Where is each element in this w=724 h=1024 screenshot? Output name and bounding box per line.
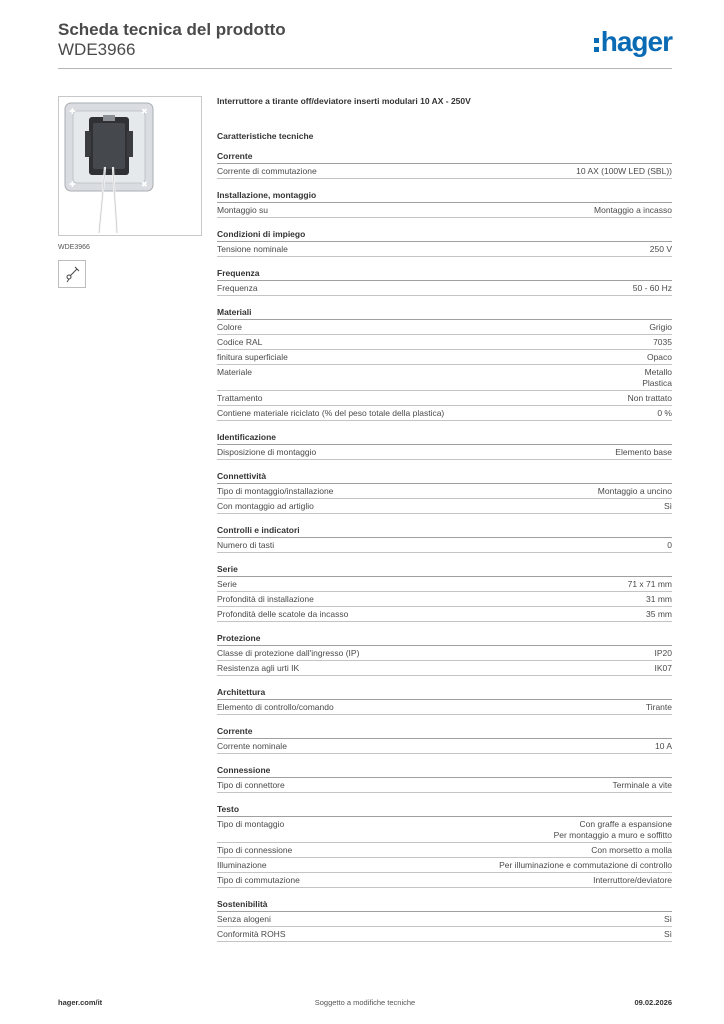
spec-value (633, 283, 672, 294)
spec-section (217, 229, 672, 257)
spec-label: Classe di protezione dall'ingresso (IP) (217, 648, 360, 658)
spec-value-line: Montaggio a uncino (597, 486, 672, 496)
spec-row (217, 592, 672, 607)
spec-value (657, 408, 672, 419)
spec-value-line: Tirante (645, 702, 672, 712)
spec-value-line: Plastica (642, 378, 672, 388)
spec-section (217, 564, 672, 622)
spec-row (217, 661, 672, 676)
spec-value (664, 929, 672, 940)
spec-label: Disposizione di montaggio (217, 447, 317, 457)
spec-section (217, 687, 672, 715)
product-code: WDE3966 (58, 40, 136, 59)
spec-value-line: Sì (663, 501, 672, 511)
spec-value-line: 50 - 60 Hz (632, 283, 672, 293)
spec-row (217, 817, 672, 843)
spec-value (593, 875, 672, 886)
spec-row (217, 607, 672, 622)
spec-label: Tipo di montaggio/installazione (217, 486, 334, 496)
spec-value (653, 337, 672, 348)
spec-row (217, 700, 672, 715)
spec-value (554, 819, 672, 841)
spec-value (628, 393, 672, 404)
spec-value (642, 367, 672, 389)
spec-label: Tipo di commutazione (217, 875, 300, 885)
image-caption: WDE3966 (58, 244, 90, 251)
spec-label: Tensione nominale (217, 244, 288, 254)
spec-label: Elemento di controllo/comando (217, 702, 334, 712)
spec-value-line: Elemento base (615, 447, 672, 457)
spec-value (646, 609, 672, 620)
section-title: Sostenibilità (217, 899, 672, 912)
spec-value (576, 166, 672, 177)
logo-dots-icon (594, 38, 599, 52)
spec-value (655, 648, 673, 659)
section-title: Connettività (217, 471, 672, 484)
footer-date: 09.02.2026 (634, 998, 672, 1007)
spec-value (664, 501, 672, 512)
spec-row (217, 843, 672, 858)
spec-section (217, 432, 672, 460)
spec-value-line: Metallo (644, 367, 672, 377)
section-title: Controlli e indicatori (217, 525, 672, 538)
tech-heading: Caratteristiche tecniche (217, 131, 314, 141)
section-title: Installazione, montaggio (217, 190, 672, 203)
spec-value (594, 205, 672, 216)
spec-value (650, 244, 672, 255)
spec-section (217, 804, 672, 888)
section-title: Serie (217, 564, 672, 577)
section-title: Materiali (217, 307, 672, 320)
svg-text:✖: ✖ (141, 107, 148, 116)
section-title: Connessione (217, 765, 672, 778)
spec-row (217, 873, 672, 888)
spec-value-line: Per montaggio a muro e soffitto (553, 830, 672, 840)
section-title: Corrente (217, 726, 672, 739)
spec-section (217, 525, 672, 553)
spec-value-line: IK07 (654, 663, 672, 673)
spec-value (649, 322, 672, 333)
spec-value-line: Con graffe a espansione (579, 819, 672, 829)
spec-value-line: Grigio (649, 322, 672, 332)
spec-row (217, 927, 672, 942)
spec-row (217, 164, 672, 179)
spec-row (217, 365, 672, 391)
spec-label: Contiene materiale riciclato (% del peso totale della plastica) (217, 408, 445, 418)
product-image-column (58, 96, 202, 288)
spec-value-line: 0 % (657, 408, 672, 418)
spec-value (646, 702, 672, 713)
spec-row (217, 320, 672, 335)
spec-row (217, 577, 672, 592)
svg-text:✚: ✚ (69, 180, 76, 189)
spec-row (217, 391, 672, 406)
spec-row (217, 445, 672, 460)
spec-section (217, 633, 672, 676)
spec-value-line: Sì (663, 929, 672, 939)
spec-label: Montaggio su (217, 205, 269, 215)
spec-value-line: 31 mm (646, 594, 672, 604)
spec-section (217, 268, 672, 296)
spec-section (217, 471, 672, 514)
spec-row (217, 335, 672, 350)
spec-value-line: 250 V (649, 244, 672, 254)
logo-text: hager (600, 26, 672, 57)
spec-row (217, 739, 672, 754)
spec-label: finitura superficiale (217, 352, 288, 362)
spec-label: Codice RAL (217, 337, 263, 347)
spec-label: Profondità delle scatole da incasso (217, 609, 349, 619)
spec-row (217, 858, 672, 873)
spec-value-line: Interruttore/deviatore (593, 875, 672, 885)
spec-row (217, 778, 672, 793)
section-title: Corrente (217, 151, 672, 164)
product-title: Interruttore a tirante off/deviatore inserti modulari 10 AX - 250V (217, 96, 471, 106)
spec-row (217, 499, 672, 514)
spec-value (667, 540, 672, 551)
spec-section (217, 190, 672, 218)
spec-value-line: Sì (663, 914, 672, 924)
switch-insert-illustration (59, 97, 201, 235)
spec-label: Serie (217, 579, 237, 589)
svg-text:✚: ✚ (69, 107, 76, 116)
pull-switch-symbol-icon (58, 260, 86, 288)
spec-row (217, 538, 672, 553)
section-title: Frequenza (217, 268, 672, 281)
spec-value-line: Montaggio a incasso (594, 205, 672, 215)
spec-value-line: IP20 (654, 648, 672, 658)
footer-note: Soggetto a modifiche tecniche (314, 998, 416, 1007)
section-title: Testo (217, 804, 672, 817)
spec-label: Resistenza agli urti IK (217, 663, 300, 673)
section-title: Identificazione (217, 432, 672, 445)
spec-row (217, 350, 672, 365)
spec-value-line: 71 x 71 mm (627, 579, 672, 589)
svg-text:✖: ✖ (141, 180, 148, 189)
spec-label: Con montaggio ad artiglio (217, 501, 314, 511)
spec-label: Frequenza (217, 283, 258, 293)
spec-label: Tipo di montaggio (217, 819, 285, 829)
spec-value (615, 447, 672, 458)
spec-value-line: Terminale a vite (612, 780, 672, 790)
spec-value (655, 663, 673, 674)
spec-label: Corrente nominale (217, 741, 287, 751)
spec-label: Tipo di connessione (217, 845, 293, 855)
spec-value-line: 7035 (653, 337, 672, 347)
spec-row (217, 203, 672, 218)
spec-row (217, 912, 672, 927)
header-divider (58, 68, 672, 69)
spec-value (612, 780, 672, 791)
spec-section (217, 151, 672, 179)
page-header (58, 20, 672, 70)
spec-label: Profondità di installazione (217, 594, 314, 604)
section-title: Architettura (217, 687, 672, 700)
spec-section (217, 307, 672, 421)
spec-value-line: 0 (667, 540, 672, 550)
spec-section (217, 899, 672, 942)
spec-value (598, 486, 672, 497)
spec-value (647, 352, 672, 363)
spec-value (591, 845, 672, 856)
spec-row (217, 406, 672, 421)
spec-label: Illuminazione (217, 860, 267, 870)
spec-value (628, 579, 672, 590)
spec-value-line: Opaco (646, 352, 672, 362)
spec-value (499, 860, 672, 871)
section-title: Condizioni di impiego (217, 229, 672, 242)
spec-label: Numero di tasti (217, 540, 275, 550)
spec-label: Conformità ROHS (217, 929, 286, 939)
spec-value-line: 35 mm (646, 609, 672, 619)
spec-value-line: 10 AX (100W LED (SBL)) (576, 166, 672, 176)
spec-value-line: Per illuminazione e commutazione di controllo (499, 860, 672, 870)
spec-section (217, 726, 672, 754)
spec-row (217, 484, 672, 499)
page-title: Scheda tecnica del prodotto (58, 20, 286, 39)
product-image (58, 96, 202, 236)
spec-value (664, 914, 672, 925)
spec-label: Tipo di connettore (217, 780, 285, 790)
spec-row (217, 281, 672, 296)
section-title: Protezione (217, 633, 672, 646)
spec-row (217, 242, 672, 257)
spec-label: Senza alogeni (217, 914, 271, 924)
spec-value (655, 741, 672, 752)
spec-label: Trattamento (217, 393, 263, 403)
spec-row (217, 646, 672, 661)
specs-column (217, 95, 672, 942)
spec-value-line: Con morsetto a molla (591, 845, 672, 855)
spec-sections (217, 151, 672, 942)
spec-label: Corrente di commutazione (217, 166, 317, 176)
spec-value-line: Non trattato (627, 393, 672, 403)
spec-value-line: 10 A (654, 741, 672, 751)
spec-label: Materiale (217, 367, 252, 377)
spec-section (217, 765, 672, 793)
spec-label: Colore (217, 322, 243, 332)
spec-value (646, 594, 672, 605)
footer-website: hager.com/it (58, 998, 103, 1007)
hager-logo (594, 28, 672, 56)
